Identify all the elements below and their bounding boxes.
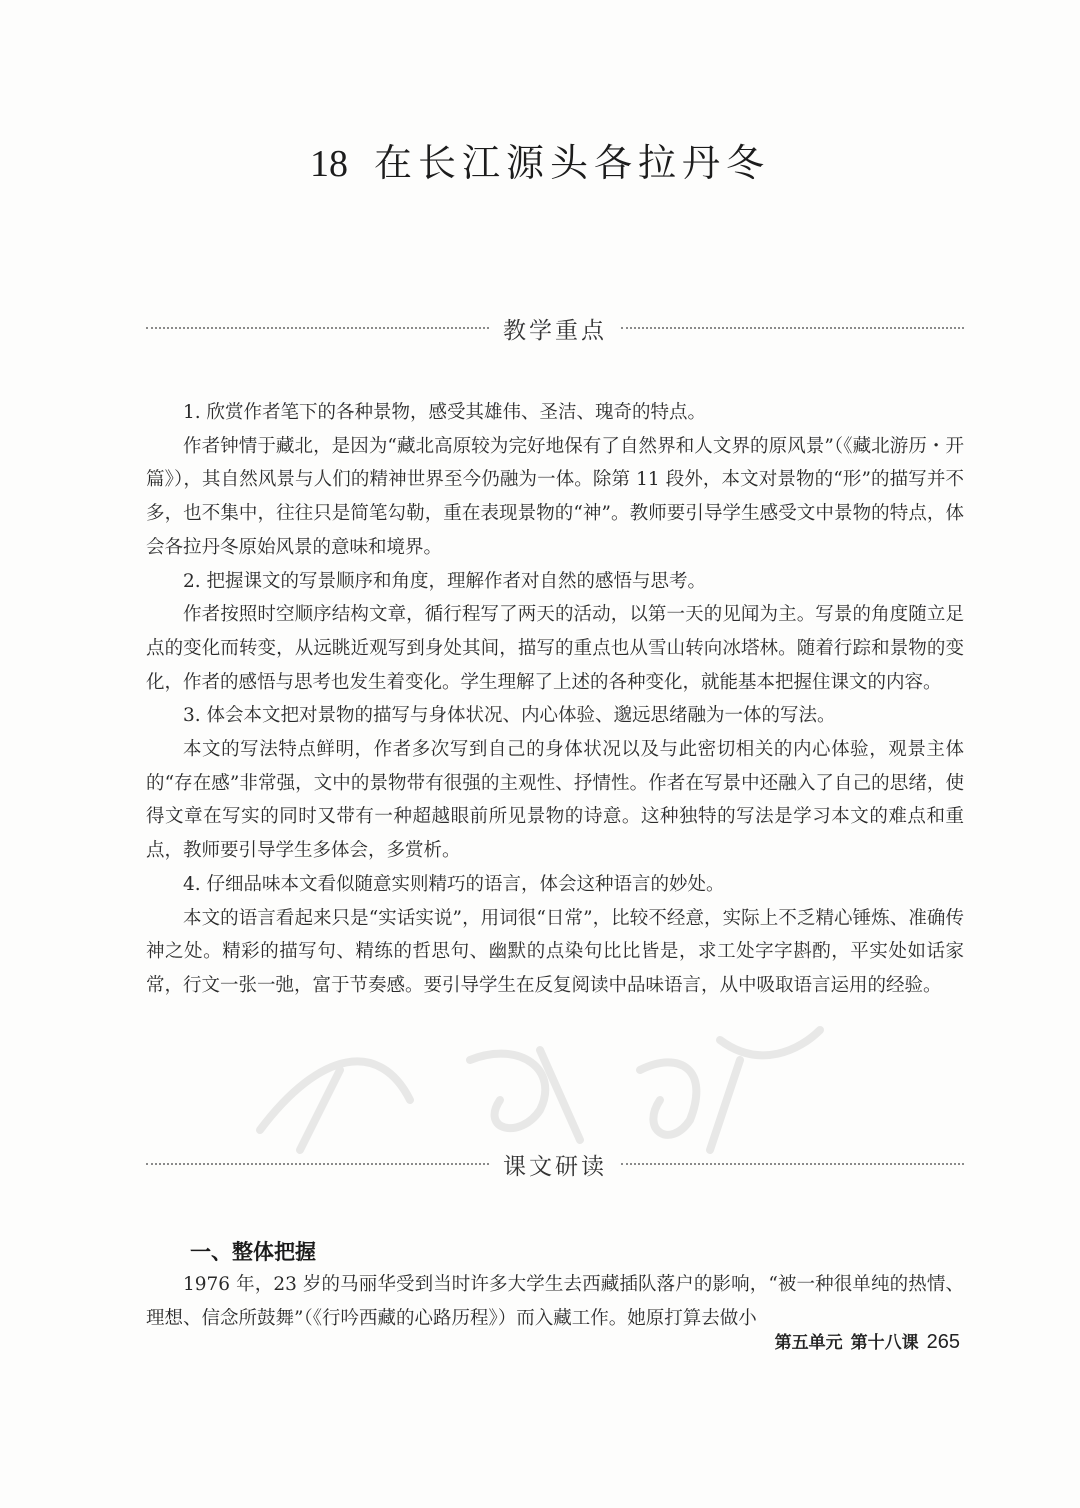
dotted-rule-left [146,327,489,329]
focus-explanation-3: 本文的写法特点鲜明，作者多次写到自己的身体状况以及与此密切相关的内心体验，观景主体的“存在感”非常强，文中的景物带有很强的主观性、抒情性。作者在写景中还融入了自己的思绪，使得文章在写实的同时又带有一种超越眼前所见景物的诗意。这种独特的写法是学习本文的难点和重点，教师要引导学生多体会，多赏析。 [146,739,964,862]
chapter-title [0,132,1080,187]
focus-item-1: 1. 欣赏作者笔下的各种景物，感受其雄伟、圣洁、瑰奇的特点。 [183,402,707,423]
section-header-text-study [146,1144,964,1184]
chapter-number: 18 [309,143,348,185]
page-number: 265 [926,1331,960,1353]
text-study-body [146,1268,964,1335]
watermark-calligraphy [240,1010,840,1160]
focus-explanation-2: 作者按照时空顺序结构文章，循行程写了两天的活动，以第一天的见闻为主。写景的角度随立足点的变化而转变，从远眺近观写到身处其间，描写的重点也从雪山转向冰塔林。随着行踪和景物的变化，作者的感悟与思考也发生着变化。学生理解了上述的各种变化，就能基本把握住课文的内容。 [146,604,964,693]
footer-lesson: 第十八课 [850,1333,919,1353]
section-label: 课文研读 [503,1153,607,1180]
subheading-overall-grasp: 一、整体把握 [190,1240,316,1264]
focus-explanation-1: 作者钟情于藏北，是因为“藏北高原较为完好地保有了自然界和人文界的原风景”（《藏北游历・开篇》），其自然风景与人们的精神世界至今仍融为一体。除第 11 段外，本文对景物的“形”的描写并不多，也不集中，往往只是简笔勾勒，重在表现景物的“神”。教师要引导学生感受文中景物的特点，体会各拉丹冬原始风景的意味和境界。 [146,435,964,558]
focus-explanation-4: 本文的语言看起来只是“实话实说”，用词很“日常”，比较不经意，实际上不乏精心锤炼、准确传神之处。精彩的描写句、精练的哲思句、幽默的点染句比比皆是，求工处字字斟酌，平实处如话家常，行文一张一弛，富于节奏感。要引导学生在反复阅读中品味语言，从中吸取语言运用的经验。 [146,907,964,996]
dotted-rule-right [621,1163,964,1165]
study-paragraph: 1976 年，23 岁的马丽华受到当时许多大学生去西藏插队落户的影响，“被一种很单纯的热情、理想、信念所鼓舞”（《行吟西藏的心路历程》）而入藏工作。她原打算去做小 [146,1274,964,1329]
footer-unit: 第五单元 [774,1333,843,1353]
chapter-title-text: 在长江源头各拉丹冬 [373,141,770,185]
dotted-rule-right [621,327,964,329]
focus-item-3: 3. 体会本文把对景物的描写与身体状况、内心体验、邈远思绪融为一体的写法。 [183,705,836,727]
focus-item-2: 2. 把握课文的写景顺序和角度，理解作者对自然的感悟与思考。 [183,570,707,592]
focus-item-4: 4. 仔细品味本文看似随意实则精巧的语言，体会这种语言的妙处。 [183,873,725,895]
page-footer [775,1328,960,1354]
section-label: 教学重点 [503,317,607,344]
teaching-focus-body [146,396,964,1003]
dotted-rule-left [146,1163,489,1165]
section-header-teaching-focus [146,308,964,348]
